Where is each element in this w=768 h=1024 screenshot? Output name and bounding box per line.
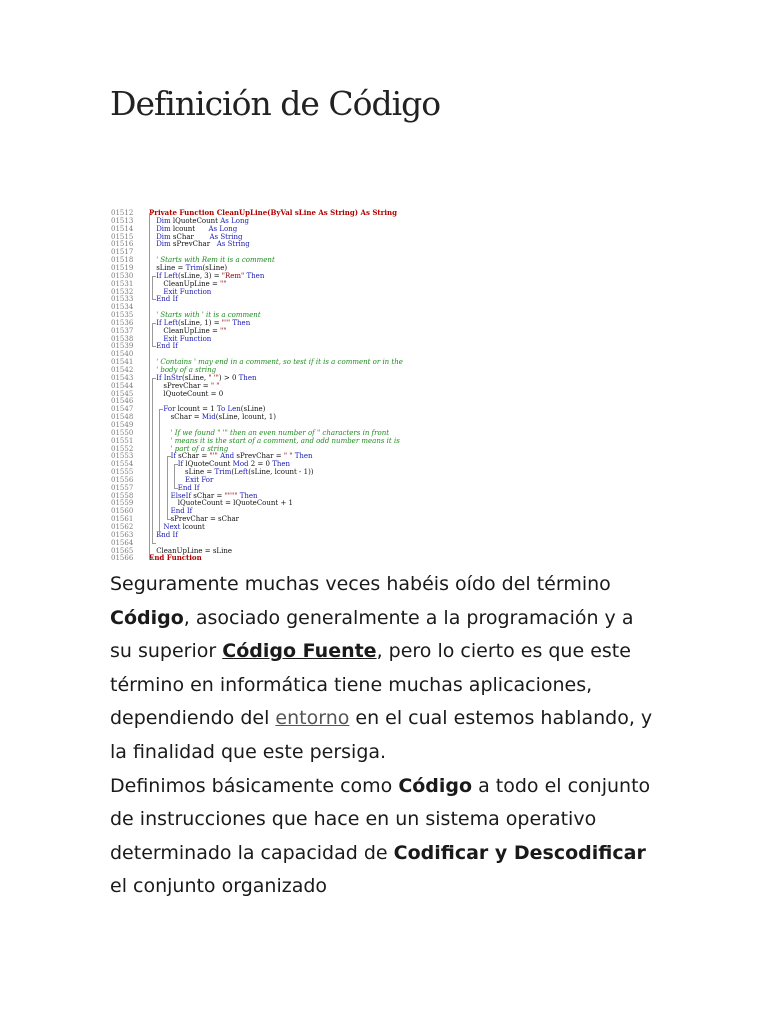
code-screenshot-image — [111, 207, 511, 567]
code-line — [111, 232, 243, 241]
code-token: (sLine) — [202, 263, 228, 272]
code-token: Then — [230, 318, 251, 327]
code-token: For — [163, 405, 176, 414]
code-token: Dim — [156, 232, 171, 241]
code-line — [111, 491, 258, 500]
code-line-text — [171, 445, 229, 453]
code-fold-tick — [152, 346, 156, 347]
code-token: End If — [177, 483, 200, 492]
code-fold-tick — [159, 535, 163, 536]
code-line-number: 01539 — [111, 342, 134, 351]
code-token: ) > 0 — [218, 373, 239, 382]
code-fold-tick — [152, 543, 156, 544]
code-token: ' part of a string — [170, 444, 229, 453]
code-fold-tick — [174, 464, 178, 465]
code-fold-guide — [167, 456, 168, 519]
code-line-text — [171, 437, 400, 445]
code-line-number: 01555 — [111, 468, 134, 477]
code-line-text — [163, 288, 211, 296]
code-line-number: 01537 — [111, 326, 134, 335]
code-token: Trim — [214, 468, 232, 477]
code-fold-tick — [167, 519, 171, 520]
bold-term-codificar: Codificar y Descodificar — [393, 841, 646, 864]
code-line-text — [156, 225, 237, 233]
code-line-text — [156, 311, 260, 319]
paragraph-text: Seguramente muchas veces habéis oído del término — [110, 573, 611, 595]
code-fold-tick — [159, 409, 163, 410]
code-line-text — [163, 405, 265, 413]
code-line-number: 01556 — [111, 475, 134, 484]
code-line — [111, 546, 232, 555]
code-token: ( — [231, 468, 235, 477]
code-line — [111, 342, 178, 351]
code-token: (sLine, — [182, 373, 209, 382]
code-token: End Function — [149, 553, 202, 563]
code-token: Exit Function — [163, 287, 212, 296]
code-token: End If — [170, 507, 193, 516]
code-token: " " — [283, 452, 293, 461]
code-line-text — [156, 342, 178, 350]
code-fold-tick — [174, 488, 178, 489]
code-line-text — [149, 209, 397, 217]
code-token: Dim — [156, 240, 171, 249]
code-fold-tick — [152, 299, 156, 300]
code-line-number: 01519 — [111, 263, 134, 272]
code-line-number: 01545 — [111, 389, 134, 398]
code-token: """" — [224, 491, 238, 500]
code-line-text — [178, 460, 290, 468]
code-line — [111, 326, 227, 335]
code-line — [111, 373, 257, 382]
code-fold-guide — [152, 378, 153, 543]
code-line-text — [185, 476, 213, 484]
code-token: ' If we found " '" then an even number of " characters in front — [170, 428, 390, 437]
code-line — [111, 444, 229, 453]
code-line — [111, 483, 200, 492]
code-line — [111, 224, 238, 233]
code-line-number: 01546 — [111, 397, 134, 406]
code-token: ElseIf — [170, 491, 192, 500]
code-line-number: 01552 — [111, 444, 134, 453]
code-line-number: 01544 — [111, 381, 134, 390]
code-token: ' Starts with Rem it is a comment — [156, 256, 275, 265]
code-line-text — [178, 499, 293, 507]
code-fold-tick — [167, 456, 171, 457]
code-line — [111, 279, 227, 288]
code-line-text — [156, 256, 275, 264]
code-token: End If — [156, 530, 178, 539]
code-line — [111, 334, 212, 343]
code-token: "" — [220, 279, 227, 288]
code-line-number: 01559 — [111, 499, 134, 508]
code-line — [111, 475, 214, 484]
paragraph-text: , pero lo cierto es que este término en informática tiene muchas aplicaciones, dependiendo del — [110, 640, 631, 730]
code-token: sChar = — [175, 452, 210, 461]
code-token: sChar = — [170, 413, 202, 422]
code-line — [111, 358, 403, 367]
code-line — [111, 530, 178, 539]
code-token: 2 = 0 — [248, 460, 273, 469]
code-line — [111, 311, 261, 320]
code-line-text — [163, 382, 219, 390]
code-token: Then — [238, 373, 257, 382]
code-line-number: 01561 — [111, 515, 134, 524]
code-line-number: 01541 — [111, 358, 134, 367]
code-line-number: 01563 — [111, 530, 134, 539]
code-line — [111, 460, 291, 469]
code-line-text — [185, 468, 314, 476]
code-line-text — [156, 295, 178, 303]
code-line — [111, 436, 400, 445]
code-line-number: 01564 — [111, 538, 134, 547]
code-line-text — [156, 240, 250, 248]
code-line-number: 01548 — [111, 413, 134, 422]
code-line-number: 01517 — [111, 248, 134, 257]
code-token: Mod — [232, 460, 249, 469]
code-line-number: 01547 — [111, 405, 134, 414]
code-line-number: 01565 — [111, 546, 134, 555]
code-line — [111, 318, 251, 327]
code-line — [111, 452, 313, 461]
article-body — [110, 568, 655, 904]
code-fold-tick — [152, 323, 156, 324]
code-line — [111, 287, 212, 296]
code-line-number: 01535 — [111, 311, 134, 320]
code-line — [111, 539, 143, 547]
code-line-number: 01550 — [111, 428, 134, 437]
code-line — [111, 295, 178, 304]
code-line-text — [156, 217, 249, 225]
code-token: To Len — [216, 405, 241, 414]
code-line-number: 01557 — [111, 483, 134, 492]
code-line — [111, 405, 266, 414]
code-line — [111, 263, 228, 272]
code-token: Exit Function — [163, 334, 212, 343]
code-line — [111, 303, 143, 311]
code-fold-tick — [149, 213, 153, 214]
code-token: lQuoteCount = lQuoteCount + 1 — [177, 499, 293, 508]
code-token: Dim — [156, 224, 171, 233]
code-line-number: 01560 — [111, 507, 134, 516]
code-token: ' Contains ' may end in a comment, so test if it is a comment or in the — [156, 358, 403, 367]
code-line-number: 01540 — [111, 350, 134, 359]
paragraph-2 — [110, 770, 655, 904]
code-token: ' body of a string — [156, 366, 217, 374]
code-token: If Left — [156, 271, 178, 280]
code-line-number: 01536 — [111, 318, 134, 327]
code-fold-guide — [149, 213, 150, 558]
code-line-number: 01518 — [111, 256, 134, 265]
code-line-text — [156, 272, 264, 280]
code-token: " " — [210, 381, 220, 390]
code-token: Then — [272, 460, 291, 469]
code-token: lcount — [180, 523, 205, 531]
code-line — [111, 421, 143, 429]
code-token: Mid — [201, 413, 216, 422]
code-line-text — [171, 452, 313, 460]
code-line-text — [149, 554, 202, 562]
code-line-number: 01534 — [111, 303, 134, 312]
code-token: If Left — [156, 318, 178, 327]
code-line — [111, 397, 143, 405]
code-token: If — [170, 452, 176, 461]
code-line — [111, 216, 249, 225]
code-line-number: 01554 — [111, 460, 134, 469]
code-line-text — [171, 507, 193, 515]
code-line — [111, 389, 224, 398]
code-line — [111, 507, 193, 516]
code-line — [111, 271, 265, 280]
code-token: Then — [237, 491, 258, 500]
code-token: As Long — [220, 216, 249, 225]
paragraph-text: el conjunto organizado — [110, 875, 328, 898]
code-token: Then — [244, 271, 265, 280]
paragraph-text: a todo el conjunto de instrucciones que hace en un sistema operativo determinado la capacidad de — [110, 774, 651, 864]
code-token: As Long — [208, 224, 238, 233]
code-token: " '" — [208, 373, 219, 382]
code-line-number: 01549 — [111, 420, 134, 429]
code-line-text — [163, 327, 226, 335]
code-line-number: 01551 — [111, 436, 134, 445]
code-token: lQuoteCount — [170, 216, 221, 225]
code-line-number: 01512 — [111, 209, 134, 217]
code-token: sLine = — [185, 468, 215, 477]
code-line-text — [171, 429, 389, 437]
code-token: sPrevChar = — [234, 452, 284, 461]
code-line-text — [156, 366, 216, 374]
code-token: (sLine, 1) = — [177, 318, 222, 327]
code-fold-tick — [152, 276, 156, 277]
page-title: Definición de Código — [110, 84, 441, 123]
code-token: Left — [234, 468, 249, 477]
code-token: (sLine, 3) = — [177, 271, 222, 280]
code-line — [111, 413, 276, 422]
code-line-text — [178, 484, 200, 492]
code-line-text — [163, 390, 223, 398]
code-token: Next — [163, 523, 181, 531]
code-line — [111, 366, 217, 374]
code-line — [111, 499, 293, 508]
code-line-number: 01562 — [111, 523, 134, 531]
code-token: (sLine, lcount, 1) — [215, 413, 276, 422]
code-fold-guide — [152, 276, 153, 300]
code-line — [111, 428, 390, 437]
code-line-number: 01538 — [111, 334, 134, 343]
code-token: sPrevChar = sChar — [170, 515, 240, 524]
code-token: (sLine) — [240, 405, 266, 414]
code-token: sLine = — [156, 263, 186, 272]
code-token: And — [217, 452, 235, 461]
paragraph-1 — [110, 568, 655, 770]
code-line-text — [171, 515, 239, 523]
paragraph-text: , asociado generalmente a la programación y a su superior — [110, 606, 634, 663]
codigo-fuente-link[interactable]: Código Fuente — [222, 640, 377, 663]
code-line — [111, 208, 397, 217]
code-line-text — [156, 374, 256, 382]
code-token: If InStr — [156, 373, 182, 382]
code-token: sPrevChar — [170, 240, 217, 249]
code-line — [111, 381, 220, 390]
code-token: sChar = — [191, 491, 225, 500]
code-line — [111, 256, 275, 265]
code-token: Exit For — [185, 475, 214, 484]
code-fold-guide — [159, 409, 160, 535]
code-line-number: 01566 — [111, 554, 134, 563]
code-token: ' means it is the start of a comment, and odd number means it is — [170, 436, 400, 445]
code-line-number: 01531 — [111, 279, 134, 288]
code-token: As String — [216, 240, 250, 249]
code-line — [111, 553, 202, 563]
code-line — [111, 350, 143, 358]
code-line-number: 01553 — [111, 452, 134, 461]
code-token: lcount = 1 — [175, 405, 217, 414]
code-token: lQuoteCount — [183, 460, 233, 469]
code-token: Dim — [156, 216, 171, 225]
code-token: "" — [220, 326, 227, 335]
code-token: (sLine, lcount - 1)) — [248, 468, 314, 477]
code-token: Trim — [185, 263, 203, 272]
code-token: CleanUpLine = sLine — [156, 546, 232, 555]
code-token: ' Starts with ' it is a comment — [156, 311, 261, 320]
bold-term-codigo: Código — [398, 774, 473, 797]
code-line-number: 01516 — [111, 240, 134, 249]
code-line-text — [163, 280, 226, 288]
code-token: Private Function CleanUpLine(ByVal sLine As String) As String — [149, 208, 397, 217]
code-fold-guide — [152, 323, 153, 347]
code-token: "'" — [209, 452, 218, 461]
code-line-number: 01543 — [111, 373, 134, 382]
code-line-text — [171, 492, 258, 500]
entorno-link[interactable]: entorno — [275, 707, 350, 730]
code-line-number: 01515 — [111, 232, 134, 241]
code-token: sPrevChar = — [163, 381, 211, 390]
code-fold-guide — [174, 464, 175, 488]
code-line-number: 01533 — [111, 295, 134, 304]
code-token: lQuoteCount = 0 — [163, 389, 224, 398]
code-token: "Rem" — [221, 271, 245, 280]
code-line — [111, 468, 314, 477]
code-line-number: 01513 — [111, 216, 134, 225]
code-line — [111, 240, 250, 249]
code-line — [111, 523, 205, 531]
code-line-number: 01542 — [111, 366, 134, 374]
code-token: lcount — [170, 224, 209, 233]
code-line-number: 01514 — [111, 224, 134, 233]
code-line-number: 01558 — [111, 491, 134, 500]
code-token: CleanUpLine = — [163, 279, 221, 288]
code-token: As String — [209, 232, 243, 241]
code-token: sChar — [170, 232, 210, 241]
bold-term-codigo: Código — [110, 606, 184, 629]
code-line-text — [171, 413, 276, 421]
code-line-text — [163, 335, 211, 343]
code-line-text — [156, 264, 227, 272]
code-line-number: 01532 — [111, 287, 134, 296]
code-fold-tick — [149, 558, 153, 559]
code-token: If — [177, 460, 184, 469]
code-token: End If — [156, 342, 178, 351]
code-line-number: 01530 — [111, 271, 134, 280]
code-fold-tick — [152, 378, 156, 379]
paragraph-text: Definimos básicamente como — [110, 774, 399, 797]
code-token: CleanUpLine = — [163, 326, 221, 335]
code-line-text — [156, 358, 403, 366]
code-line — [111, 515, 240, 524]
code-token: End If — [156, 295, 178, 304]
code-line — [111, 248, 143, 256]
code-line-text — [156, 233, 242, 241]
code-line-text — [156, 319, 250, 327]
code-token: "'" — [221, 318, 231, 327]
code-line-text — [163, 523, 204, 531]
paragraph-text: en el cual estemos hablando, y la finalidad que este persiga. — [110, 707, 653, 763]
code-token: Then — [292, 452, 313, 461]
